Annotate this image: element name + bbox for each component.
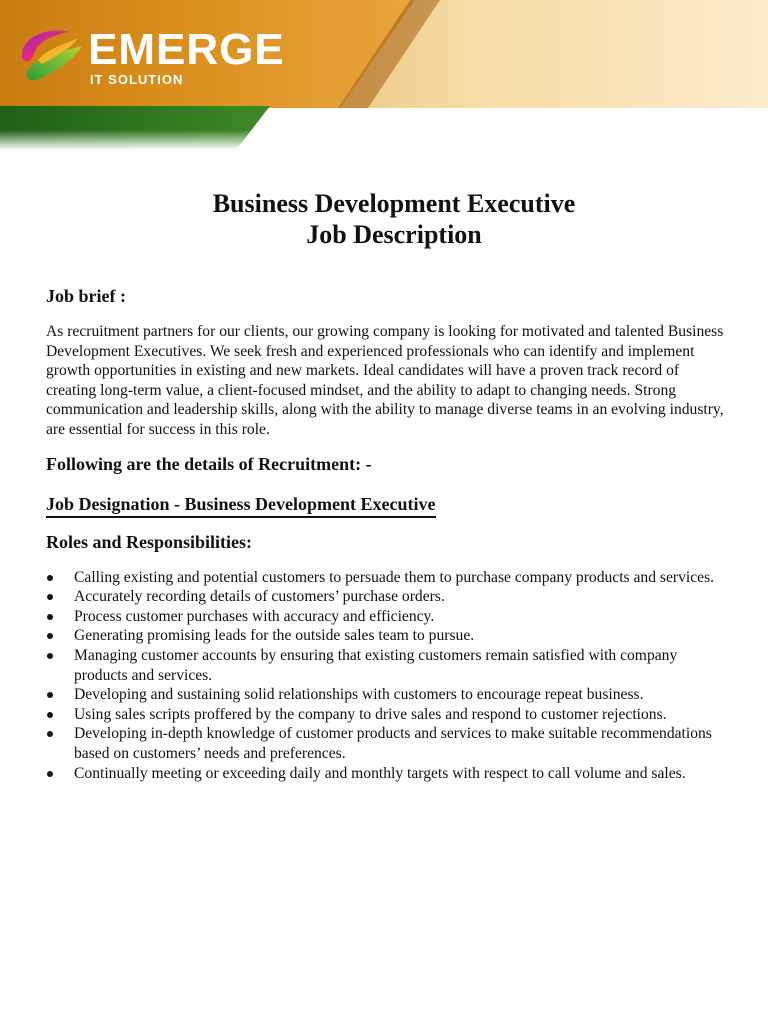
company-logo-text [88,25,285,87]
bullet-icon [47,731,53,737]
list-item-text: Managing customer accounts by ensuring that existing customers remain satisfied with company products and services. [74,646,678,684]
title-line-1: Business Development Executive [212,189,576,218]
list-item-text: Accurately recording details of customers’ purchase orders. [74,588,445,606]
bullet-icon [47,712,53,718]
job-brief-heading: Job brief : [46,286,126,306]
list-item-text: Using sales scripts proffered by the company to drive sales and respond to customer rejections. [74,705,667,723]
bullet-icon [47,692,53,698]
bullet-icon [47,771,53,777]
list-item-text: Calling existing and potential customers to persuade them to purchase company products and services. [74,568,715,586]
list-item [46,646,726,685]
header-banner [0,0,768,150]
list-item [46,685,726,705]
bullet-icon [47,594,53,600]
bullet-icon [47,614,53,620]
list-item-text: Continually meeting or exceeding daily and monthly targets with respect to call volume and sales. [74,764,686,782]
responsibilities-list [46,568,726,784]
swirl-logo-icon [16,24,86,86]
recruitment-heading: Following are the details of Recruitment: - [46,453,372,474]
roles-heading: Roles and Responsibilities: [46,531,253,552]
list-item [46,626,726,646]
list-item-text: Generating promising leads for the outside sales team to pursue. [74,627,475,645]
job-designation: Job Designation - Business Development Executive [46,492,436,518]
document-body [46,284,726,783]
bullet-icon [47,633,53,639]
title-line-2: Job Description [306,220,482,249]
list-item [46,568,726,588]
list-item-text: Process customer purchases with accuracy and efficiency. [74,607,435,625]
document-title [0,188,768,250]
brand-name: EMERGE [88,25,285,74]
list-item [46,607,726,627]
bullet-icon [47,575,53,581]
list-item [46,587,726,607]
list-item [46,724,726,763]
job-brief-text: As recruitment partners for our clients, our growing company is looking for motivated and talented Business Development Executives. We seek fresh and experienced professionals who can identify and implement growth opportunities in existing and new markets. Ideal candidates will have a proven track record of creating long-term value, a client-focused mindset, and the ability to adapt to changing needs. Strong communication and leadership skills, along with the ability to manage diverse teams in an evolving industry, are essential for success in this role. [46,323,724,438]
bullet-icon [47,653,53,659]
list-item [46,705,726,725]
brand-tagline: IT SOLUTION [90,72,184,87]
list-item-text: Developing and sustaining solid relationships with customers to encourage repeat business. [74,686,644,704]
list-item [46,764,726,784]
list-item-text: Developing in-depth knowledge of customer products and services to make suitable recommendations based on customers’ needs and preferences. [74,725,712,762]
